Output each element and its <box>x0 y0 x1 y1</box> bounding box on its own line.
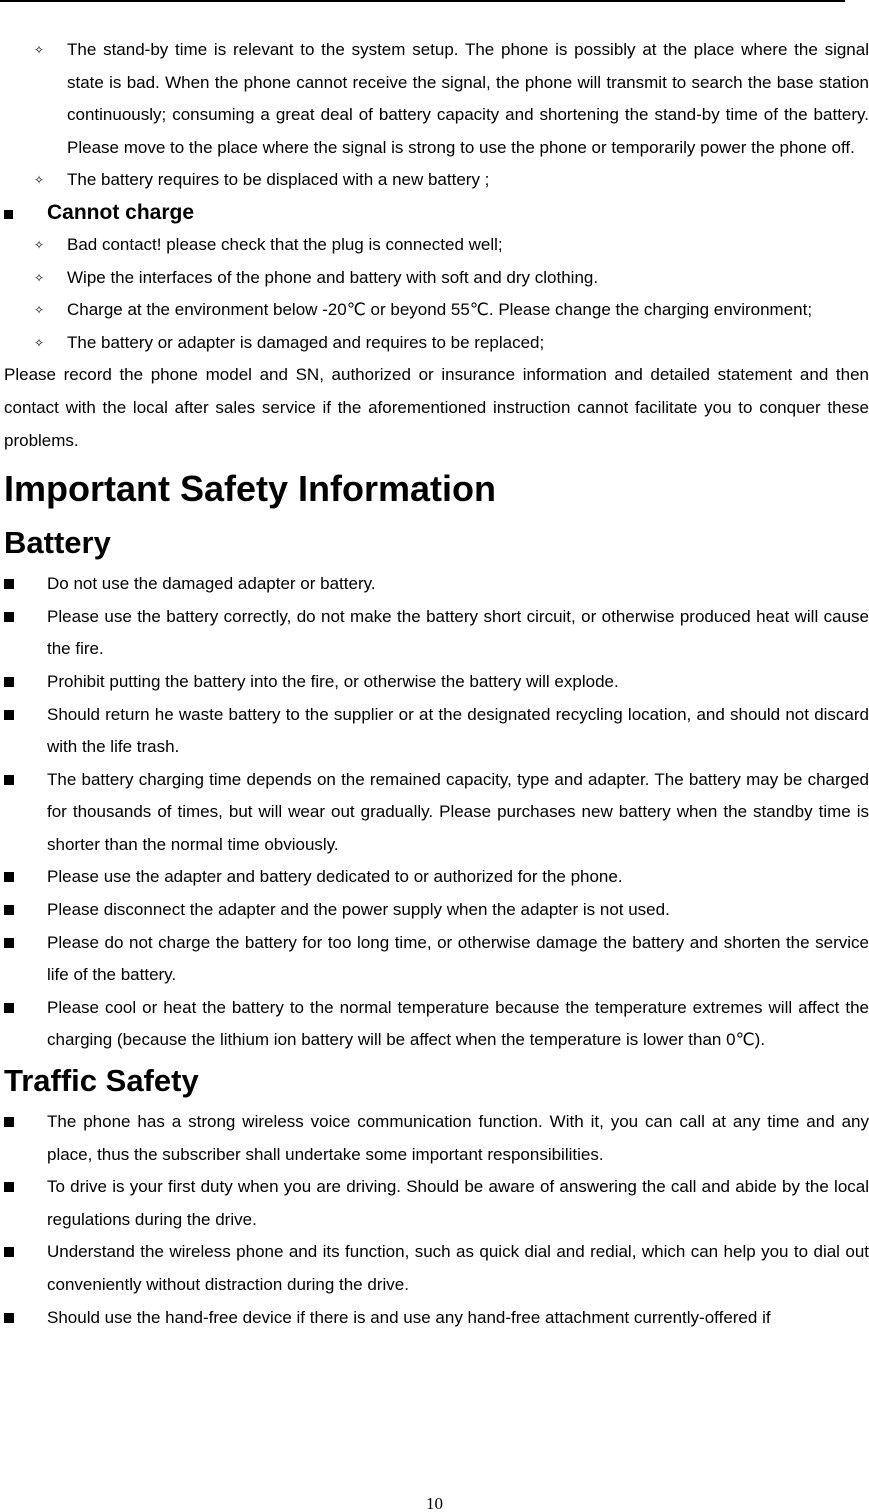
square-bullet-icon <box>4 677 14 687</box>
list-item <box>4 1302 869 1335</box>
list-item-text: Please use the adapter and battery dedicated to or authorized for the phone. <box>47 867 623 887</box>
page-number: 10 <box>426 1494 443 1512</box>
closing-note: Please record the phone model and SN, authorized or insurance information and detailed statement and then contact with the local after sales service if the aforementioned instruction cannot facilitate you to conquer these problems. <box>4 365 869 450</box>
cannot-charge-heading <box>4 197 869 229</box>
diamond-bullet-icon: ✧ <box>34 173 45 188</box>
list-item <box>4 1171 869 1236</box>
list-item-text: The battery requires to be displaced with a new battery ; <box>67 170 490 190</box>
list-item-text: The battery charging time depends on the remained capacity, type and adapter. The battery may be charged for thousands of times, but will wear out gradually. Please purchases new battery when the standby time is shorter than the normal time obviously. <box>47 769 869 854</box>
list-item-text: The battery or adapter is damaged and requires to be replaced; <box>67 332 545 352</box>
square-bullet-icon <box>4 1182 14 1192</box>
diamond-bullet-icon: ✧ <box>34 43 45 57</box>
square-bullet-icon <box>4 872 14 882</box>
list-item <box>4 262 869 295</box>
square-bullet-icon <box>4 1313 14 1323</box>
square-bullet-icon <box>4 579 14 589</box>
square-bullet-icon <box>4 1117 14 1127</box>
list-item <box>4 1106 869 1171</box>
list-item <box>4 568 869 601</box>
square-bullet-icon <box>4 210 13 219</box>
list-item-text: Understand the wireless phone and its function, such as quick dial and redial, which can help you to dial out conveniently without distraction during the drive. <box>47 1242 869 1294</box>
list-item <box>4 601 869 666</box>
diamond-bullet-icon: ✧ <box>34 335 45 350</box>
list-item-text: Please do not charge the battery for too long time, or otherwise damage the battery and shorten the service life of the battery. <box>47 932 869 985</box>
diamond-bullet-icon: ✧ <box>34 303 45 318</box>
list-item <box>4 699 869 764</box>
list-item <box>4 861 869 894</box>
page-title: Important Safety Information <box>4 468 497 510</box>
traffic-safety-heading: Traffic Safety <box>4 1063 199 1099</box>
list-item-text: Do not use the damaged adapter or battery. <box>47 574 376 594</box>
list-item-text: Wipe the interfaces of the phone and battery with soft and dry clothing. <box>67 267 599 287</box>
list-item-text: Please disconnect the adapter and the power supply when the adapter is not used. <box>47 900 670 920</box>
list-item <box>4 229 869 262</box>
list-item <box>4 164 869 197</box>
list-item-text: Charge at the environment below -20℃ or beyond 55℃. Please change the charging environment; <box>67 300 813 320</box>
page-body <box>4 34 869 1334</box>
square-bullet-icon <box>4 938 14 948</box>
list-item-text: To drive is your first duty when you are driving. Should be aware of answering the call and abide by the local regulations during the drive. <box>47 1177 869 1229</box>
list-item-text: The phone has a strong wireless voice communication function. With it, you can call at any time and any place, thus the subscriber shall undertake some important responsibilities. <box>47 1112 869 1164</box>
list-item-text: Should use the hand-free device if there is and use any hand-free attachment currently-offered if <box>47 1307 771 1327</box>
square-bullet-icon <box>4 1247 14 1257</box>
list-item <box>4 327 869 360</box>
list-item <box>4 927 869 992</box>
list-item <box>4 992 869 1057</box>
diamond-bullet-icon: ✧ <box>34 270 45 285</box>
cannot-charge-heading-text: Cannot charge <box>47 200 195 224</box>
diamond-bullet-icon: ✧ <box>34 237 45 252</box>
battery-heading: Battery <box>4 525 111 561</box>
list-item-text: Prohibit putting the battery into the fire, or otherwise the battery will explode. <box>47 671 619 691</box>
square-bullet-icon <box>4 905 14 915</box>
list-item <box>4 294 869 327</box>
square-bullet-icon <box>4 1003 14 1013</box>
list-item-text: Please use the battery correctly, do not make the battery short circuit, or otherwise produced heat will cause the fire. <box>47 606 869 659</box>
list-item-text: Should return he waste battery to the supplier or at the designated recycling location, and should not discard with the life trash. <box>47 704 869 757</box>
list-item-text: Please cool or heat the battery to the normal temperature because the temperature extremes will affect the charging (because the lithium ion battery will be affect when the temperature is lower than 0℃). <box>47 997 869 1050</box>
square-bullet-icon <box>4 775 14 785</box>
list-item-text: Bad contact! please check that the plug is connected well; <box>67 234 503 254</box>
list-item <box>4 666 869 699</box>
list-item <box>4 1236 869 1301</box>
list-item <box>4 894 869 927</box>
square-bullet-icon <box>4 612 14 622</box>
list-item <box>4 764 869 862</box>
list-item <box>4 34 869 164</box>
list-item-text: The stand-by time is relevant to the system setup. The phone is possibly at the place where the signal state is bad. When the phone cannot receive the signal, the phone will transmit to search the base station continuously; consuming a great deal of battery capacity and shortening the stand-by time of the battery. Please move to the place where the signal is strong to use the phone or temporarily power the phone off. <box>67 40 869 157</box>
square-bullet-icon <box>4 710 14 720</box>
header-rule <box>0 0 845 2</box>
